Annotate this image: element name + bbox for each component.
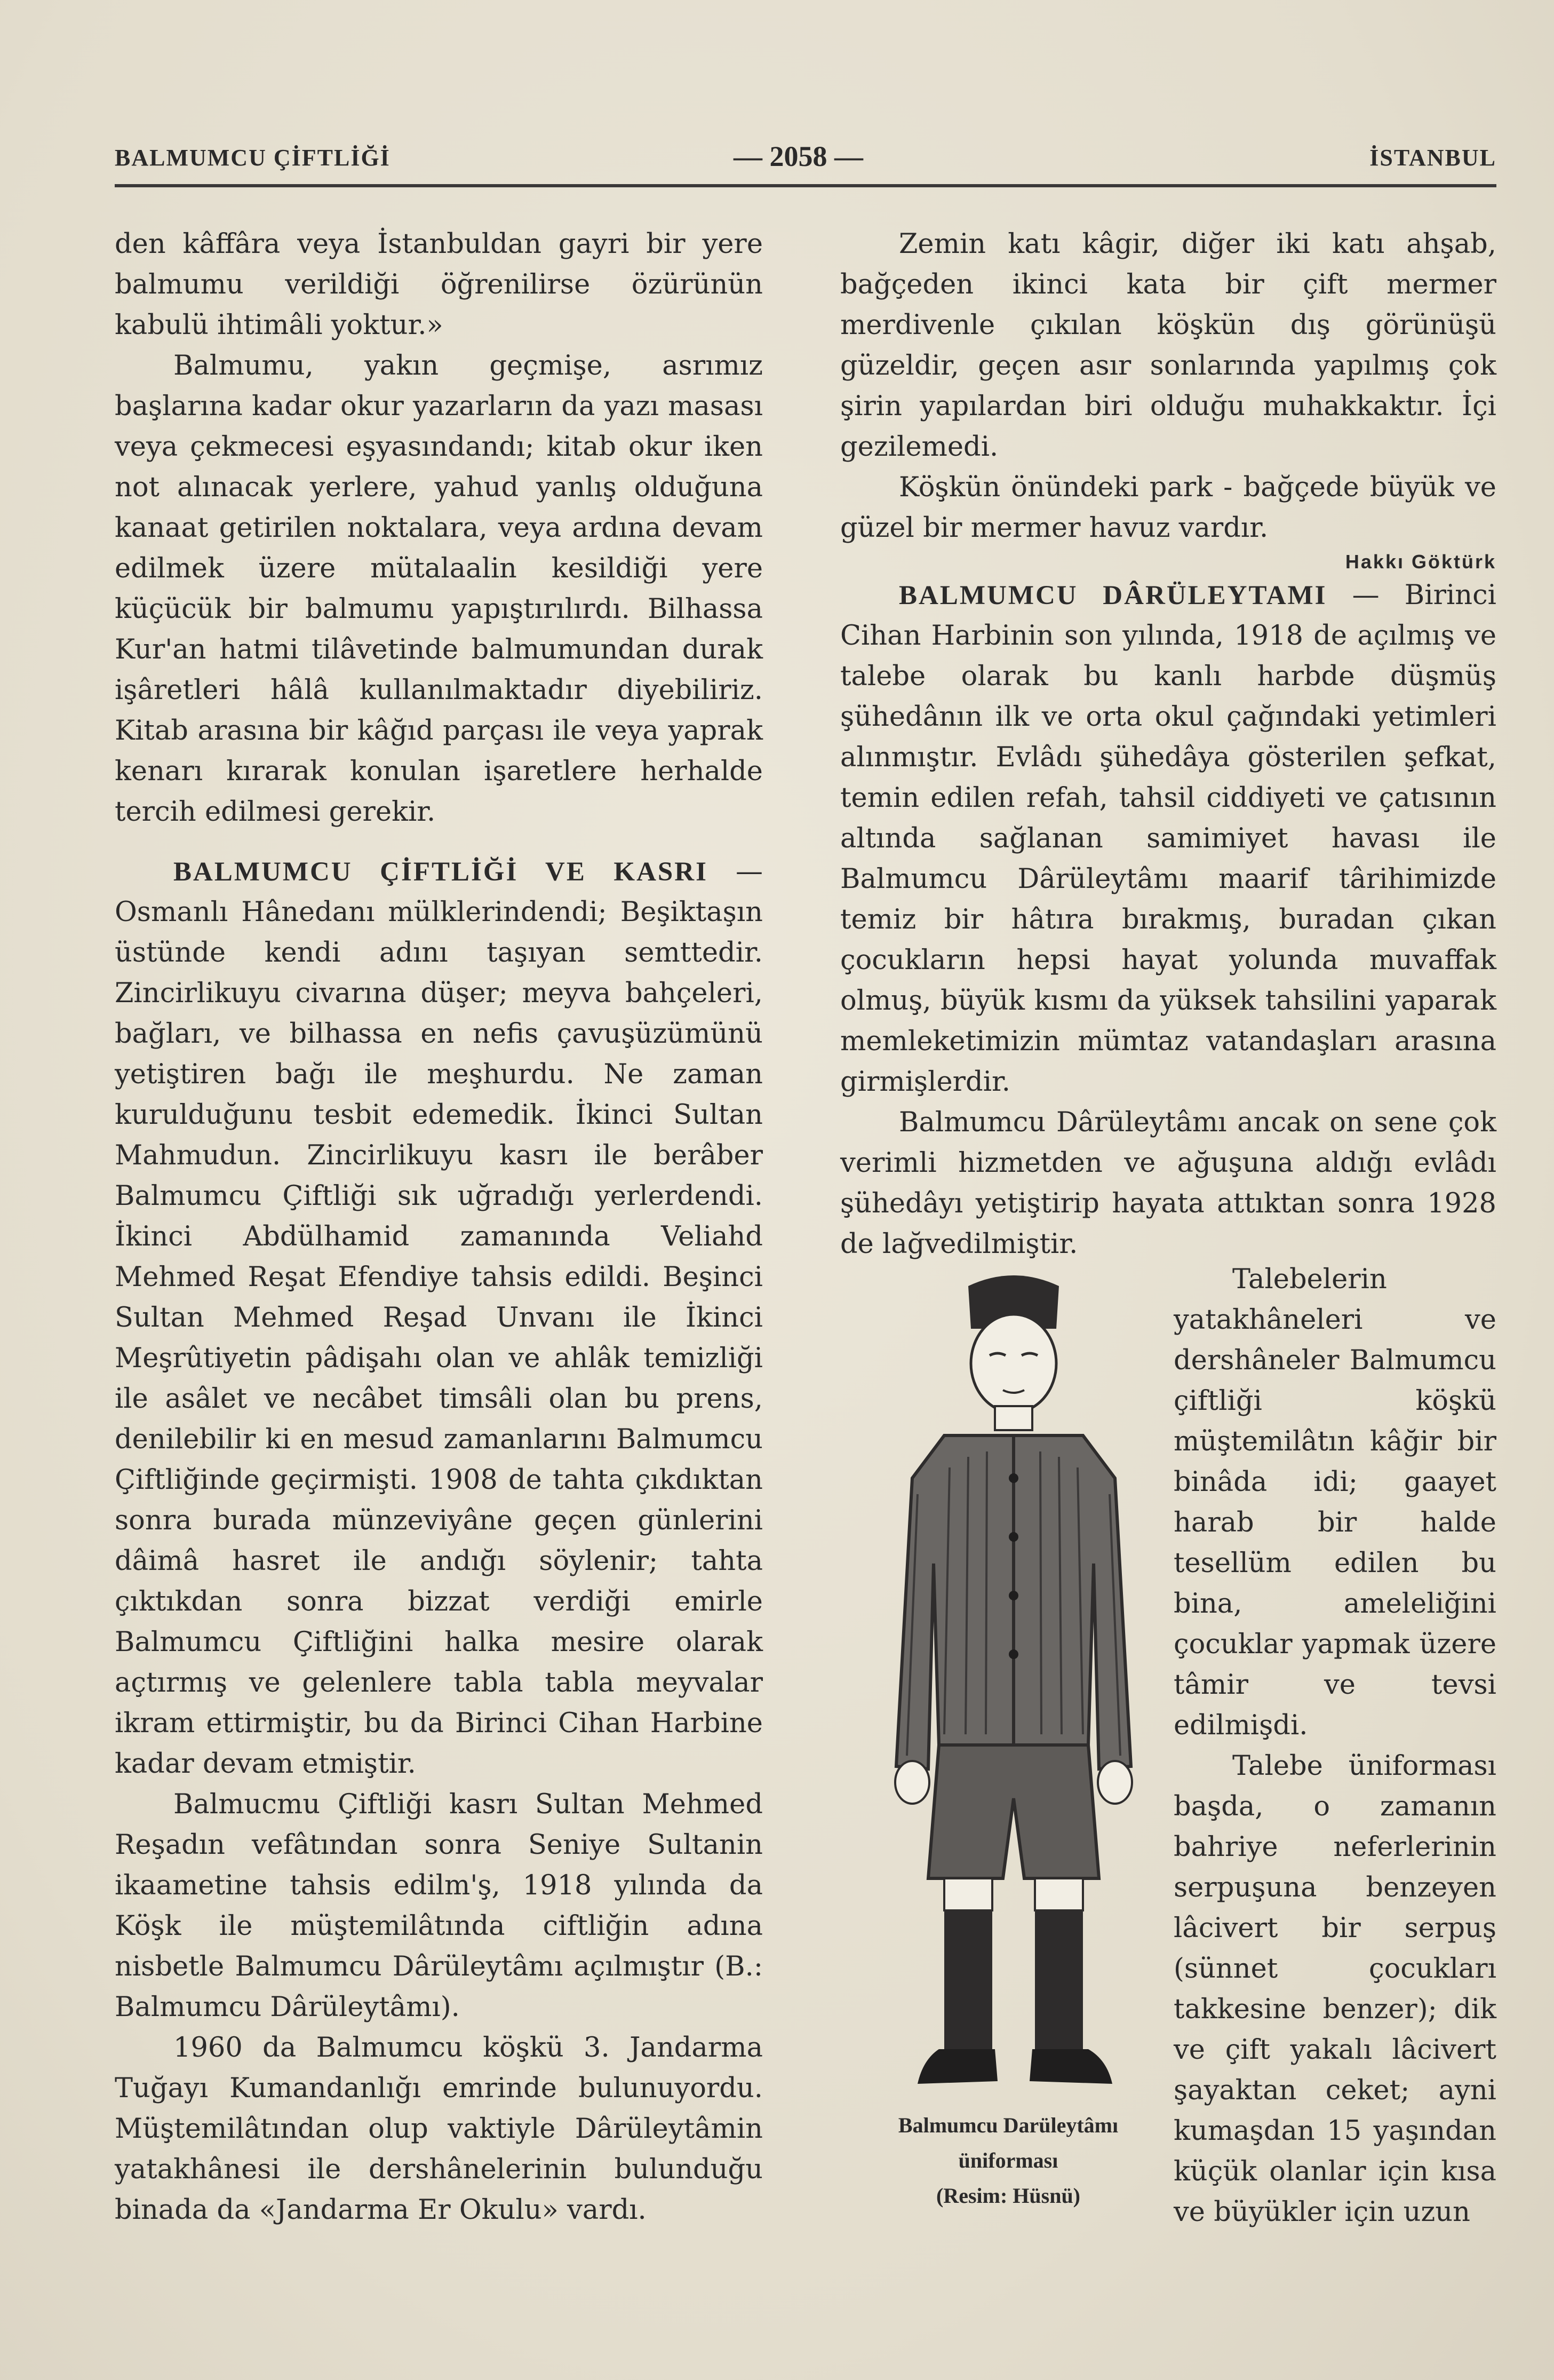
left-column [115,224,763,2231]
figure-caption [838,2108,1179,2214]
left-paragraph-2: Balmumu, yakın geçmişe, asrımız başlarına kadar okur yazarların da yazı masası veya çekmecesi eşyasındandı; kitab okur iken not alınacak yerlere, yahud yanlış olduğuna kanaat getirilen noktalara, veya ardına devam edilmek üzere mütalaalin kesildiği yere küçücük bir balmumu yapıştırılırdı. Bilhassa Kur'an hatmi tilâvetinde balmumundan durak işâretleri hâlâ kullanılmaktadır diyebiliriz. Kitab arasına bir kâğıd parçası ile veya yaprak kenarı kırarak konulan işaretlere herhalde tercih edilmesi gerekir. [115,350,763,828]
boy-in-uniform-drawing [864,1265,1163,2108]
right-paragraph-2: Köşkün önündeki park - bağçede büyük ve güzel bir mermer havuz vardır. [840,472,1496,544]
right-paragraph-4: Balmumcu Dârüleytâmı ancak on sene çok verimli hizmetden ve ağuşuna aldığı evlâdı şühedâyı yetiştirip hayata attıktan sonra 1928 de lağvedilmiştir. [840,1107,1496,1260]
author-signature: Hakkı Göktürk [1345,551,1496,573]
left-paragraph-5: 1960 da Balmumcu köşkü 3. Jandarma Tuğayı Kumandanlığı emrinde bulunuyordu. Müştemilâtından olup vaktiyle Dârüleytâmin yatakhânesi ile dershânelerinin bulunduğu binada da «Jandarma Er Okulu» vardı. [115,2032,763,2226]
header-left-title: BALMUMCU ÇİFTLİĞİ [115,145,391,171]
uniform-illustration [864,1265,1163,2108]
header-right-title: İSTANBUL [1369,145,1496,171]
narrow-paragraph-1: Talebelerin yatakhâneleri ve dershâneler Balmumcu çiftliği köşkü müştemilâtın kâğir bir binâda idi; gaayet harab bir halde tesellüm edilen bu bina, ameleliğini çocuklar yapmak üzere tâmir ve tevsi edilmişdi. [1174,1264,1496,1741]
left-paragraph-1: den kâffâra veya İstanbuldan gayri bir yere balmumu verildiği öğrenilirse özürünün kabulü ihtimâli yoktur.» [115,228,763,341]
left-paragraph-4: Balmucmu Çiftliği kasrı Sultan Mehmed Reşadın vefâtından sonra Seniye Sultanin ikaametine tahsis edilm'ş, 1918 yılında da Köşk ile müştemilâtında ciftliğin adına nisbetle Balmumcu Dârüleytâmı açılmıştır (B.: Balmumcu Dârüleytâmı). [115,1789,763,2023]
caption-credit: (Resim: Hüsnü) [936,2184,1081,2208]
running-header [115,140,1496,180]
right-column [840,224,1496,1265]
narrow-paragraph-2: Talebe üniforması başda, o zamanın bahriye neferlerinin serpuşuna benzeyen lâcivert bir serpuş (sünnet çocukları takkesine benzer); dik ve çift yakalı lâcivert şayaktan ceket; ayni kumaşdan 15 yaşından küçük olanlar için kısa ve büyükler için uzun [1174,1750,1496,2228]
caption-line-1: Balmumcu Darüleytâmı [898,2113,1119,2137]
entry-heading-ciftlik: BALMUMCU ÇİFTLİĞİ VE KASRI [173,857,708,887]
page-number: — 2058 — [734,140,863,172]
left-paragraph-3-text: — Osmanlı Hânedanı mülklerindendi; Beşiktaşın üstünde kendi adını taşıyan semttedir. Zincirlikuyu civarına düşer; meyva bahçeleri, bağları, ve bilhassa en nefis çavuşüzümünü yetiştiren bağı ile meşhurdu. Ne zaman kurulduğunu tesbit edemedik. İkinci Sultan Mahmudun. Zincirlikuyu kasrı ile berâber Balmumcu Çiftliği sık uğradığı yerlerdendi. İkinci Abdülhamid zamanında Veliahd Mehmed Reşat Efendiye tahsis edildi. Beşinci Sultan Mehmed Reşad Unvanı ile İkinci Meşrûtiyetin pâdişahı olan ve ahlâk temizliği ile asâlet ve necâbet timsâli olan bu prens, denilebilir ki en mesud zamanlarını Balmumcu Çiftliğinde geçirmişti. 1908 de tahta çıkdıktan sonra burada münzeviyâne geçen günlerini dâimâ hasret ile andığı söylenir; tahta çıktıkdan sonra bizzat verdiği emirle Balmumcu Çiftliğini halka mesire olarak açtırmış ve gelenlere tabla tabla meyvalar ikram ettirmiştir, bu da Birinci Cihan Harbine kadar devam etmiştir. [115,856,763,1780]
entry-heading-daruleytam: BALMUMCU DÂRÜLEYTAMI [899,581,1327,610]
right-paragraph-3-text: — Birinci Cihan Harbinin son yılında, 1918 de açılmış ve talebe olarak bu kanlı harbde düşmüş şühedânın ilk ve orta okul çağındaki yetimleri alınmıştır. Evlâdı şühedâya gösterilen şefkat, temin edilen refah, tahsil ciddiyeti ve çatısının altında sağlanan samimiyet havası ile Balmumcu Dârüleytâmı maarif târihimizde temiz bir hâtıra bırakmış, buradan çıkan çocukların hepsi hayat yolunda muvaffak olmuş, büyük kısmı da yüksek tahsilini yaparak memleketimizin mümtaz vatandaşları arasına girmişlerdir. [840,580,1496,1098]
left-paragraph-3 [115,852,763,1784]
right-paragraph-1: Zemin katı kâgir, diğer iki katı ahşab, bağçeden ikinci kata bir çift mermer merdivenle çıkılan köşkün dış görünüşü güzeldir, geçen asır sonlarında yapılmış çok şirin yapılardan biri olduğu muhakkaktır. İçi gezilemedi. [840,228,1496,463]
right-narrow-column [1174,1259,1496,2233]
header-rule [115,184,1496,187]
right-paragraph-3 [840,575,1496,1102]
caption-line-2: üniforması [958,2148,1058,2172]
